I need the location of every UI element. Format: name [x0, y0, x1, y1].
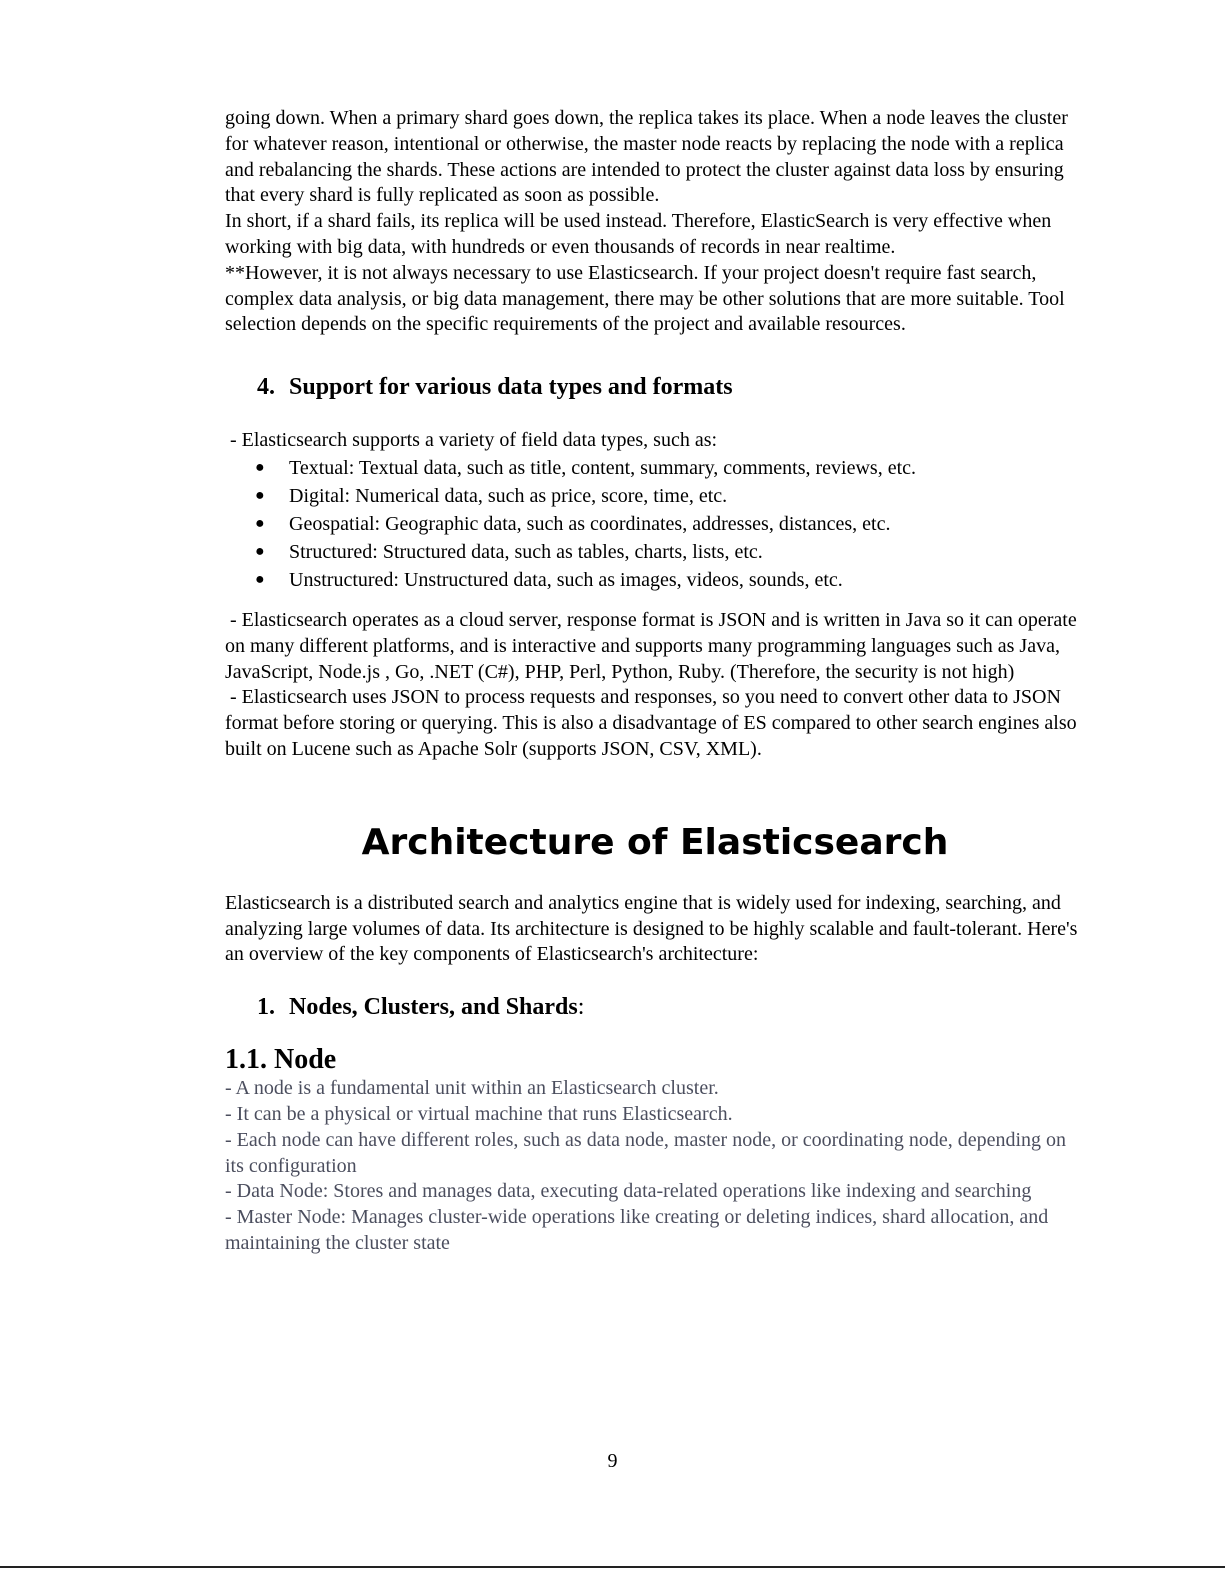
list-item: [225, 454, 1085, 482]
list-item-text: Digital: Numerical data, such as price, score, time, etc.: [289, 484, 728, 507]
json-paragraph: - Elasticsearch uses JSON to process requests and responses, so you need to convert other data to JSON format before storing or querying. This is also a disadvantage of ES compared to other search engines also built on Lucene such as Apache Solr (supports JSON, CSV, XML).: [225, 686, 1082, 760]
page-bottom-divider: [0, 1566, 1225, 1568]
node-point: - A node is a fundamental unit within an Elasticsearch cluster.: [225, 1077, 719, 1100]
types-intro: - Elasticsearch supports a variety of field data types, such as:: [225, 429, 718, 452]
list-item-text: Unstructured: Unstructured data, such as images, videos, sounds, etc.: [289, 568, 843, 591]
architecture-intro: Elasticsearch is a distributed search and analytics engine that is widely used for indexing, searching, and analyzing large volumes of data. Its architecture is designed to be highly scalable and fault-tolerant. Here's an overview of the key components of Elasticsearch's architecture:: [225, 891, 1078, 966]
bullet-icon: ●: [255, 514, 265, 532]
intro-paragraph-2: In short, if a shard fails, its replica will be used instead. Therefore, ElasticSearch is very effective when working with big data, with hundreds or even thousands of records in near realtime.: [225, 210, 1052, 258]
intro-paragraph-3: **However, it is not always necessary to use Elasticsearch. If your project doesn't require fast search, complex data analysis, or big data management, there may be other solutions that are more suitable. Tool selection depends on the specific requirements of the project and available resources.: [225, 261, 1065, 336]
node-points: [225, 1076, 1085, 1257]
page-content: [225, 106, 1085, 1257]
node-point: - It can be a physical or virtual machine that runs Elasticsearch.: [225, 1102, 733, 1125]
data-types-list: [225, 454, 1085, 594]
page-number: 9: [607, 1450, 618, 1472]
list-item: [225, 510, 1085, 538]
intro-paragraph-1: going down. When a primary shard goes down, the replica takes its place. When a node leaves the cluster for whatever reason, intentional or otherwise, the master node reacts by replacing the node with a replica and rebalancing the shards. These actions are intended to protect the cluster against data loss by ensuring that every shard is fully replicated as soon as possible.: [225, 107, 1068, 207]
bullet-icon: ●: [255, 458, 265, 476]
node-heading: 1.1. Node: [225, 1044, 337, 1076]
subsection-1-heading: [225, 992, 1085, 1022]
list-item: [225, 482, 1085, 510]
bullet-icon: ●: [255, 570, 265, 588]
list-item-text: Textual: Textual data, such as title, content, summary, comments, reviews, etc.: [289, 456, 917, 479]
list-item-text: Geospatial: Geographic data, such as coordinates, addresses, distances, etc.: [289, 512, 891, 535]
node-point: - Each node can have different roles, such as data node, master node, or coordinating node, depending on its configuration: [225, 1128, 1067, 1177]
list-item-text: Structured: Structured data, such as tables, charts, lists, etc.: [289, 540, 763, 563]
bullet-icon: ●: [255, 542, 265, 560]
subsection-1-title: Nodes, Clusters, and Shards: [289, 994, 578, 1021]
section-4-title: Support for various data types and formats: [289, 374, 733, 401]
cloud-paragraph: - Elasticsearch operates as a cloud server, response format is JSON and is written in Java so it can operate on many different platforms, and is interactive and supports many programming languages such as Java, JavaScript, Node.js , Go, .NET (C#), PHP, Perl, Python, Ruby. (Therefore, the security is not high): [225, 608, 1082, 683]
architecture-title: Architecture of Elasticsearch: [361, 821, 949, 863]
bullet-icon: ●: [255, 486, 265, 504]
list-item: [225, 566, 1085, 594]
node-point: - Data Node: Stores and manages data, executing data-related operations like indexing and searching: [225, 1180, 1032, 1203]
subsection-1-colon: :: [577, 994, 585, 1021]
subsection-1-number: 1.: [257, 994, 275, 1021]
node-point: - Master Node: Manages cluster-wide operations like creating or deleting indices, shard allocation, and maintaining the cluster state: [225, 1206, 1049, 1254]
section-4-heading: [225, 372, 1085, 402]
section-4-number: 4.: [257, 374, 275, 401]
list-item: [225, 538, 1085, 566]
